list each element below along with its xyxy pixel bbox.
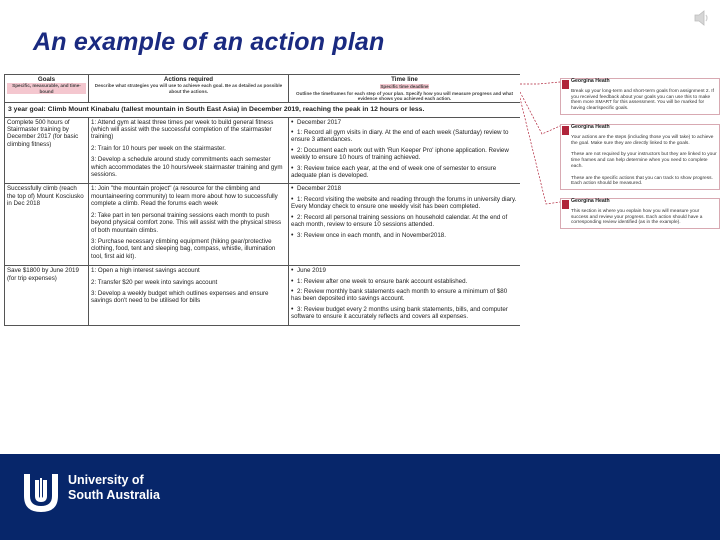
timeline-cell	[289, 184, 521, 266]
timeline-item: • 1: Record all gym visits in diary. At the end of each week (Saturday) review to ensure 3 attendances.	[291, 129, 509, 144]
goal-cell: Save $1800 by June 2019 (for trip expenses)	[5, 266, 89, 325]
timeline-item: • 3: Review twice each year, at the end of week one of semester to ensure adequate plan is developed.	[291, 164, 497, 180]
slide-title: An example of an action plan	[33, 28, 385, 56]
comment-author: Georgina Heath	[571, 198, 610, 204]
header-timeline	[289, 75, 521, 103]
university-name-line: South Australia	[68, 488, 160, 502]
table-row	[5, 266, 521, 325]
action-item: 3: Develop a weekly budget which outlines expenses and ensure savings don't need to be utilised for bills	[91, 289, 269, 305]
timeline-item: • December 2017	[291, 118, 342, 126]
comment-marker-icon	[562, 200, 569, 209]
timeline-item: • 3: Review budget every 2 months using bank statements, bills, and computer software to ensure it accurately reflects and covers all expenses.	[291, 305, 508, 321]
table-row	[5, 184, 521, 266]
timeline-item: • 3: Review once in each month, and in November2018.	[291, 231, 446, 239]
action-item: 2: Take part in ten personal training sessions each month to push beyond physical comfort zone. This will assist with the physical stress of both mountain climbs.	[91, 211, 282, 234]
header-label: Goals	[37, 76, 56, 83]
comment-text: Your actions are the steps (including those you will take) to achieve the goal. Make sure they are directly linked to the goals.	[571, 135, 714, 146]
header-note: Outline the timeframes for each step of your plan. Specify how you will measure progress and what evidence shows you achieved each action.	[296, 90, 513, 102]
comment-marker-icon	[562, 80, 569, 89]
comment-connectors	[520, 74, 562, 224]
table-row	[5, 117, 521, 184]
action-plan-document	[4, 74, 520, 454]
university-name	[68, 473, 160, 503]
timeline-item: • 1: Record visiting the website and reading through the forums in university diary. Every Monday check to ensure one weekly visit has been completed.	[291, 195, 517, 211]
action-item: 2: Transfer $20 per week into savings account	[91, 278, 218, 286]
university-name-line: University of	[68, 473, 144, 487]
comment-text: These are the specific actions that you can track to show progress. Each action should be measured.	[571, 175, 713, 187]
comment-text: These are not required by your instructors but they are linked to your time frames and can help determine when you need to complete each.	[571, 152, 717, 169]
timeline-cell	[289, 266, 521, 325]
comment-marker-icon	[562, 126, 569, 135]
timeline-item: • June 2019	[291, 267, 326, 275]
comment-author: Georgina Heath	[571, 78, 610, 84]
action-item: 3: Purchase necessary climbing equipment (hiking gear/protective clothing, food, tent and sleeping bag, compass, whistle, illumination tool, first aid kit).	[91, 237, 276, 260]
long-term-goal: 3 year goal: Climb Mount Kinabalu (tallest mountain in South East Asia) in December 2019, reaching the peak in 12 hours or less.	[5, 103, 521, 117]
actions-cell	[89, 117, 289, 184]
goal-cell: Complete 500 hours of Stairmaster training by December 2017 (for basic climbing fitness)	[5, 117, 89, 184]
comment-author: Georgina Heath	[571, 124, 610, 130]
timeline-item: • 2: Record all personal training sessions on household calendar. At the end of each month, review to ensure 10 sessions attended.	[291, 213, 508, 229]
header-goals	[5, 75, 89, 103]
action-item: 1: Open a high interest savings account	[91, 267, 200, 275]
timeline-cell	[289, 117, 521, 184]
timeline-item: • 1: Review after one week to ensure bank account established.	[291, 277, 468, 285]
action-item: 1: Attend gym at least three times per week to build general fitness (which will assist with the successful completion of the stairmaster training)	[91, 118, 274, 141]
action-item: 1: Join "the mountain project" (a resource for the climbing and mountaineering community) to learn more about how to successfully complete a climb. Read the forums each week	[91, 185, 278, 208]
timeline-item: • 2: Review monthly bank statements each month to ensure a minimum of $80 has been deposited into savings account.	[291, 287, 508, 303]
header-note: Specific, measurable, and time-bound	[7, 83, 86, 93]
header-label: Time line	[391, 76, 418, 83]
actions-cell	[89, 266, 289, 325]
unisa-emblem-icon	[20, 470, 62, 516]
goal-cell: Successfully climb (reach the top of) Mount Kosciusko in Dec 2018	[5, 184, 89, 266]
comment-bubble[interactable]	[560, 78, 720, 115]
comment-text: Break up your long-term and short-term goals from assignment 2. If you received feedback about your goals you can use this to make them more SMART for this assessment. You will be marked for having clear/specific goals.	[571, 89, 714, 112]
action-item: 2: Train for 10 hours per week on the stairmaster.	[91, 144, 226, 152]
header-highlight: Specific time deadline	[380, 84, 429, 90]
timeline-item: • 2: Document each work out with 'Run Keeper Pro' iphone application. Review weekly to ensure 10 hours of training achieved.	[291, 146, 509, 162]
comment-bubble[interactable]	[560, 124, 720, 190]
timeline-item: • December 2018	[291, 185, 342, 193]
comments-pane	[560, 74, 718, 454]
speaker-icon[interactable]	[692, 8, 712, 28]
actions-cell	[89, 184, 289, 266]
header-label: Actions required	[163, 76, 214, 83]
comment-text: This section is where you explain how you will measure your success and review your progress. Each action should have a corresponding review identified (as in the example).	[571, 209, 703, 226]
action-item: 3: Develop a schedule around study commitments each semester which accommodates the 10 hours/week stairmaster training and gym sessions.	[91, 156, 283, 179]
header-actions	[89, 75, 289, 103]
header-note: Describe what strategies you will use to achieve each goal. Be as detailed as possible about the actions.	[94, 83, 283, 94]
comment-bubble[interactable]	[560, 198, 720, 229]
action-plan-table	[4, 74, 520, 326]
